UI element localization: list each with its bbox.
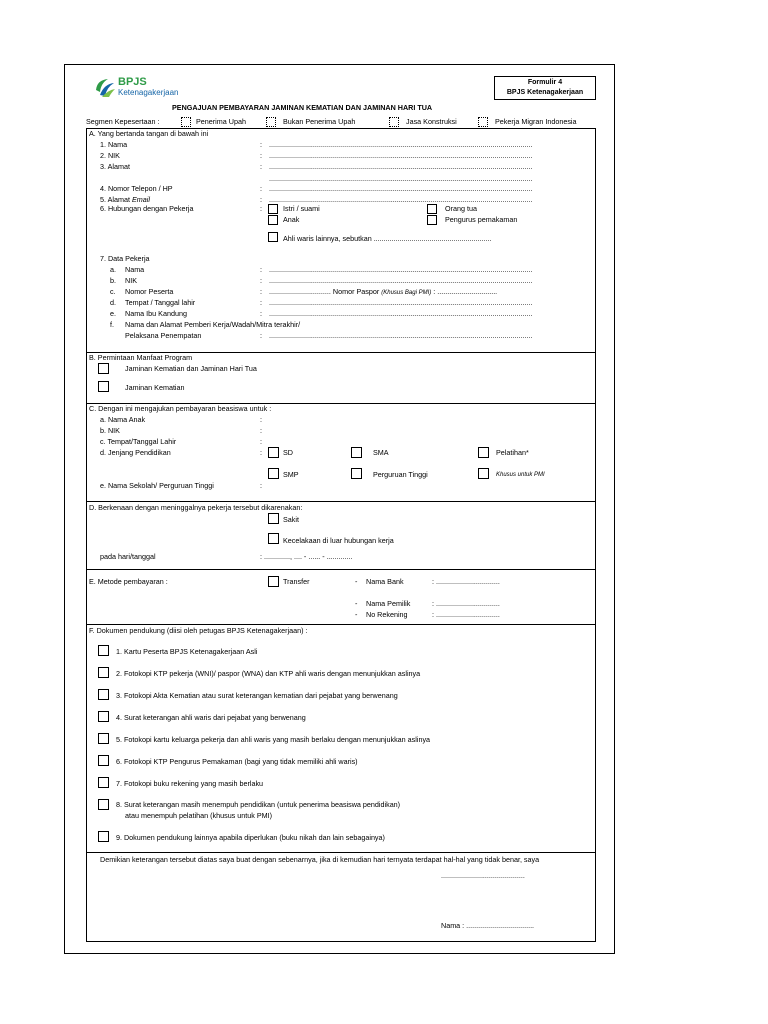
pekerja-nik-label: NIK — [125, 276, 137, 285]
pekerja-nama-label: Nama — [125, 265, 145, 274]
relation-checkbox-ahliwaris[interactable] — [268, 232, 278, 242]
anak-nik-label: b. NIK — [100, 426, 120, 435]
rekening-label: No Rekening — [366, 610, 408, 619]
cause-checkbox-kecelakaan[interactable] — [268, 533, 279, 544]
level-checkbox-sd[interactable] — [268, 447, 279, 458]
relation-checkbox-orangtua[interactable] — [427, 204, 437, 214]
sub-letter: c. — [110, 287, 116, 296]
relation-label-istri: Istri / suami — [283, 204, 320, 213]
form-number-box — [494, 76, 596, 100]
anak-ttl-label: c. Tempat/Tanggal Lahir — [100, 437, 177, 446]
segmen-checkbox-4[interactable] — [478, 117, 488, 127]
pekerja-ibu-label: Nama Ibu Kandung — [125, 309, 187, 318]
program-checkbox-jkm-jht[interactable] — [98, 363, 109, 374]
sub-letter: d. — [110, 298, 116, 307]
colon: : — [260, 437, 262, 446]
level-label-sd: SD — [283, 448, 293, 457]
doc-checkbox-8[interactable] — [98, 799, 109, 810]
colon: : — [260, 415, 262, 424]
segmen-option-4: Pekerja Migran Indonesia — [495, 117, 577, 126]
level-label-pelatihan: Pelatihan* — [496, 448, 529, 457]
colon: : — [260, 481, 262, 490]
segmen-option-2: Bukan Penerima Upah — [283, 117, 356, 126]
doc-item-7: 7. Fotokopi buku rekening yang masih berlaku — [116, 779, 264, 788]
pekerja-peserta-input[interactable]: ............................... Nomor Paspor (Khusus Bagi PMI) : .............................. — [269, 287, 498, 296]
sub-letter: f. — [110, 320, 114, 329]
anak-jenjang-label: d. Jenjang Pendidikan — [100, 448, 171, 457]
colon: : — [260, 195, 262, 204]
segmen-checkbox-2[interactable] — [266, 117, 276, 127]
bank-label: Nama Bank — [366, 577, 404, 586]
field-hubungan-label: 6. Hubungan dengan Pekerja — [100, 204, 194, 213]
level-label-pt: Perguruan Tinggi — [373, 470, 428, 479]
colon: : — [260, 298, 262, 307]
pekerja-peserta-label: Nomor Peserta — [125, 287, 174, 296]
field-alamat-label: 3. Alamat — [100, 162, 130, 171]
method-label-transfer: Transfer — [283, 577, 310, 586]
colon: : — [260, 140, 262, 149]
doc-checkbox-6[interactable] — [98, 755, 109, 766]
relation-label-pengurus: Pengurus pemakaman — [445, 215, 518, 224]
relation-label-anak: Anak — [283, 215, 300, 224]
doc-checkbox-1[interactable] — [98, 645, 109, 656]
doc-item-9: 9. Dokumen pendukung lainnya apabila diperlukan (buku nikah dan lain sebagainya) — [116, 833, 385, 842]
doc-checkbox-4[interactable] — [98, 711, 109, 722]
colon: : — [260, 276, 262, 285]
program-label-jkm-jht: Jaminan Kematian dan Jaminan Hari Tua — [125, 364, 257, 373]
relation-label-orangtua: Orang tua — [445, 204, 477, 213]
bank-input[interactable]: : ................................ — [432, 577, 500, 586]
doc-item-2: 2. Fotokopi KTP pekerja (WNI)/ paspor (WNA) dan KTP ahli waris dengan menunjukkan aslinya — [116, 669, 421, 678]
signature-name[interactable]: Nama : .................................. — [441, 921, 535, 930]
cause-checkbox-sakit[interactable] — [268, 513, 279, 524]
doc-item-8-line2: atau menempuh pelatihan (khusus untuk PMI) — [125, 811, 273, 820]
pekerja-pemberi-input[interactable]: .................................................................................................................................... — [269, 331, 533, 340]
relation-checkbox-istri[interactable] — [268, 204, 278, 214]
doc-checkbox-5[interactable] — [98, 733, 109, 744]
cause-label-sakit: Sakit — [283, 515, 299, 524]
relation-checkbox-pengurus[interactable] — [427, 215, 437, 225]
section-b-heading: B. Permintaan Manfaat Program — [89, 353, 193, 362]
dash: - — [355, 599, 358, 608]
data-pekerja-heading: 7. Data Pekerja — [100, 254, 150, 263]
doc-checkbox-7[interactable] — [98, 777, 109, 788]
pekerja-nama-input[interactable]: .................................................................................................................................... — [269, 265, 533, 274]
field-nik-label: 2. NIK — [100, 151, 120, 160]
level-checkbox-pmi[interactable] — [478, 468, 489, 479]
anak-sekolah-label: e. Nama Sekolah/ Perguruan Tinggi — [100, 481, 214, 490]
pekerja-pemberi-label: Nama dan Alamat Pemberi Kerja/Wadah/Mitra terakhir/ — [125, 320, 301, 329]
nik-input[interactable]: .................................................................................................................................... — [269, 151, 533, 160]
section-a-heading: A. Yang bertanda tangan di bawah ini — [89, 129, 209, 138]
alamat-input-2[interactable]: .................................................................................................................................... — [269, 174, 533, 183]
colon: : — [260, 265, 262, 274]
colon: : — [260, 287, 262, 296]
nama-input[interactable]: .................................................................................................................................... — [269, 140, 533, 149]
logo-main: BPJS — [118, 76, 147, 88]
colon: : — [260, 331, 262, 340]
cause-label-kecelakaan: Kecelakaan di luar hubungan kerja — [283, 536, 394, 545]
section-c-heading: C. Dengan ini mengajukan pembayaran beasiswa untuk : — [89, 404, 272, 413]
program-label-jkm: Jaminan Kematian — [125, 383, 185, 392]
form-title: PENGAJUAN PEMBAYARAN JAMINAN KEMATIAN DAN JAMINAN HARI TUA — [172, 103, 433, 112]
doc-checkbox-3[interactable] — [98, 689, 109, 700]
alamat-input[interactable]: .................................................................................................................................... — [269, 162, 533, 171]
field-telepon-label: 4. Nomor Telepon / HP — [100, 184, 173, 193]
field-nama-label: 1. Nama — [100, 140, 128, 149]
level-checkbox-smp[interactable] — [268, 468, 279, 479]
doc-item-3: 3. Fotokopi Akta Kematian atau surat keterangan kematian dari pejabat yang berwenang — [116, 691, 398, 700]
bpjs-logo-icon — [94, 76, 116, 98]
level-label-smp: SMP — [283, 470, 299, 479]
colon: : — [260, 184, 262, 193]
relation-label-ahliwaris: Ahli waris lainnya, sebutkan ........................................................... — [283, 234, 492, 243]
program-checkbox-jkm[interactable] — [98, 381, 109, 392]
pekerja-nik-input[interactable]: .................................................................................................................................... — [269, 276, 533, 285]
sub-letter: e. — [110, 309, 116, 318]
logo-sub: Ketenagakerjaan — [118, 88, 179, 97]
statement-text: Demikian keterangan tersebut diatas saya buat dengan sebenarnya, jika di kemudian hari ternyata terdapat hal-hal yang tidak benar, saya — [100, 855, 540, 864]
level-checkbox-sma[interactable] — [351, 447, 362, 458]
colon: : — [260, 162, 262, 171]
relation-checkbox-anak[interactable] — [268, 215, 278, 225]
segmen-checkbox-1[interactable] — [181, 117, 191, 127]
form-number: Formulir 4 — [527, 79, 563, 86]
doc-item-6: 6. Fotokopi KTP Pengurus Pemakaman (bagi yang tidak memiliki ahli waris) — [116, 757, 358, 766]
segmen-label: Segmen Kepesertaan : — [86, 117, 160, 126]
colon: : — [260, 309, 262, 318]
date-input[interactable]: : ............., .... - ...... - ............. — [260, 552, 353, 561]
pekerja-ibu-input[interactable]: .................................................................................................................................... — [269, 309, 533, 318]
anak-nama-label: a. Nama Anak — [100, 415, 146, 424]
telepon-input[interactable]: .................................................................................................................................... — [269, 184, 533, 193]
pemilik-label: Nama Pemilik — [366, 599, 411, 608]
doc-item-8: 8. Surat keterangan masih menempuh pendidikan (untuk penerima beasiswa pendidikan) — [116, 800, 401, 809]
doc-item-1: 1. Kartu Peserta BPJS Ketenagakerjaan Asli — [116, 647, 258, 656]
field-email-label: 5. Alamat Email — [100, 195, 150, 204]
level-checkbox-pelatihan[interactable] — [478, 447, 489, 458]
doc-item-5: 5. Fotokopi kartu keluarga pekerja dan ahli waris yang masih berlaku dengan menunjukkan aslinya — [116, 735, 431, 744]
section-e-heading: E. Metode pembayaran : — [89, 577, 168, 586]
sub-letter: b. — [110, 276, 116, 285]
form-org: BPJS Ketenagakerjaan — [506, 89, 584, 96]
doc-checkbox-9[interactable] — [98, 831, 109, 842]
level-label-sma: SMA — [373, 448, 389, 457]
pemilik-input[interactable]: : ................................ — [432, 599, 500, 608]
date-label: pada hari/tanggal — [100, 552, 156, 561]
segmen-option-1: Penerima Upah — [196, 117, 246, 126]
bpjs-logo — [94, 76, 204, 98]
method-checkbox-transfer[interactable] — [268, 576, 279, 587]
doc-item-4: 4. Surat keterangan ahli waris dari pejabat yang berwenang — [116, 713, 306, 722]
level-checkbox-pt[interactable] — [351, 468, 362, 479]
colon: : — [260, 151, 262, 160]
doc-checkbox-2[interactable] — [98, 667, 109, 678]
colon: : — [260, 426, 262, 435]
email-input[interactable]: .................................................................................................................................... — [269, 195, 533, 204]
segmen-option-3: Jasa Konstruksi — [406, 117, 457, 126]
dash: - — [355, 610, 358, 619]
pmi-note: Khusus untuk PMI — [496, 472, 545, 478]
colon: : — [260, 204, 262, 213]
colon: : — [260, 448, 262, 457]
rekening-input[interactable]: : ................................ — [432, 610, 500, 619]
section-d-heading: D. Berkenaan dengan meninggalnya pekerja tersebut dikarenakan: — [89, 503, 303, 512]
pekerja-ttl-input[interactable]: .................................................................................................................................... — [269, 298, 533, 307]
pekerja-ttl-label: Tempat / Tanggal lahir — [125, 298, 196, 307]
pekerja-pemberi-label-2: Pelaksana Penempatan — [125, 331, 202, 340]
section-f-heading: F. Dokumen pendukung (diisi oleh petugas BPJS Ketenagakerjaan) : — [89, 626, 308, 635]
place-date-line[interactable]: .......................................... — [441, 871, 525, 880]
dash: - — [355, 577, 358, 586]
sub-letter: a. — [110, 265, 116, 274]
segmen-checkbox-3[interactable] — [389, 117, 399, 127]
